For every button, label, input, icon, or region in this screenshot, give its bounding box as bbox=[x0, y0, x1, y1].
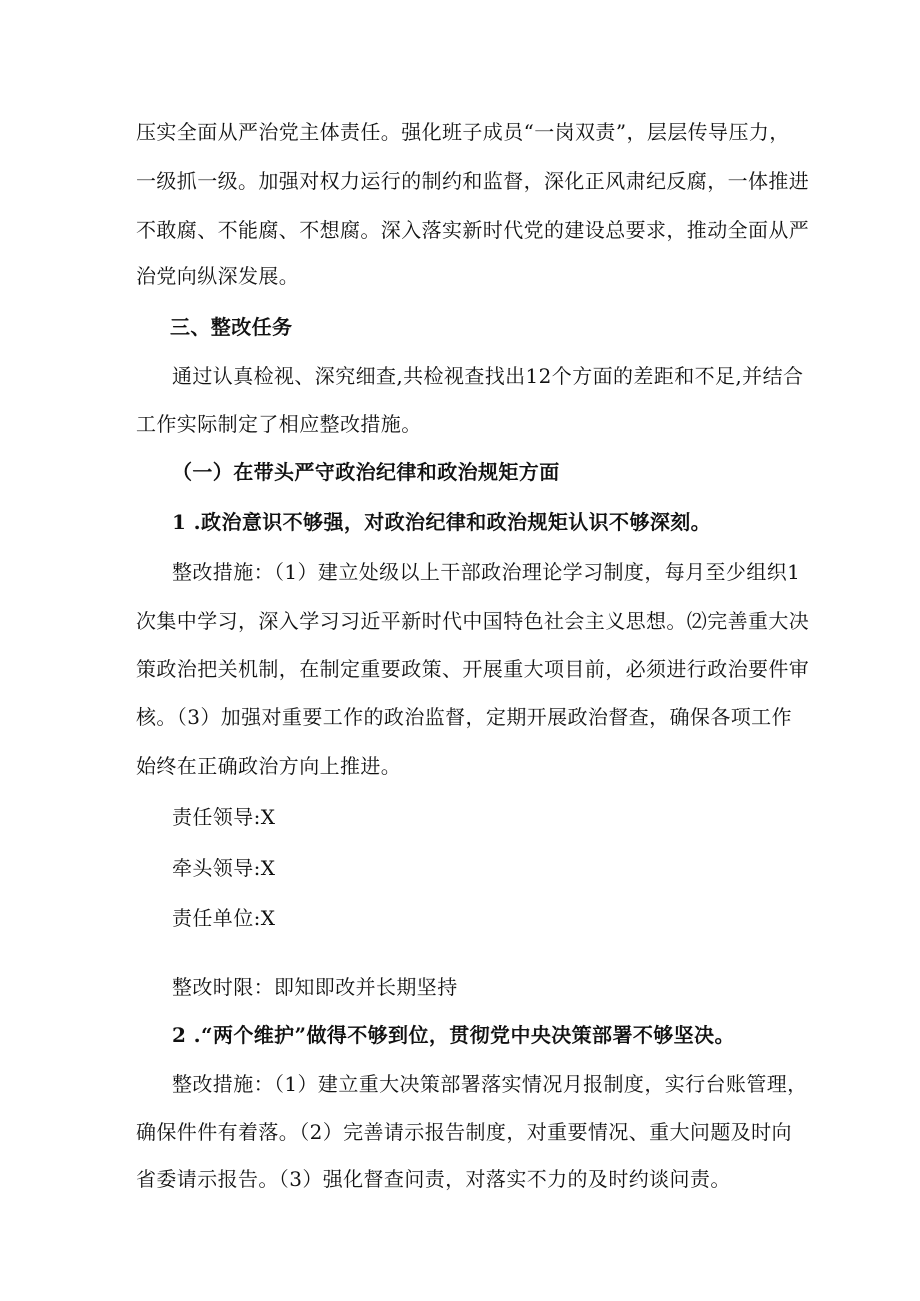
section-intro-line-1: 通过认真检视、深究细查,共检视查找出12个方面的差距和不足,并结合 bbox=[172, 364, 804, 388]
item-1-measure-line-3: 策政治把关机制，在制定重要政策、开展重大项目前，必须进行政治要件审 bbox=[136, 657, 810, 681]
item-2-measure-line-1: 整改措施：（1）建立重大决策部署落实情况月报制度，实行台账管理， bbox=[172, 1072, 808, 1096]
item-2-measure-line-3: 省委请示报告。（3）强化督查问责，对落实不力的及时约谈问责。 bbox=[136, 1167, 731, 1191]
item-1-responsible-leader: 责任领导:X bbox=[172, 805, 276, 829]
item-1-title: 1 .政治意识不够强，对政治纪律和政治规矩认识不够深刻。 bbox=[172, 510, 712, 534]
item-1-lead-leader: 牵头领导:X bbox=[172, 856, 276, 880]
item-2-measure-line-2: 确保件件有着落。（2）完善请示报告制度，对重要情况、重大问题及时向 bbox=[136, 1120, 792, 1144]
item-1-responsible-unit: 责任单位:X bbox=[172, 906, 276, 930]
item-1-measure-line-5: 始终在正确政治方向上推进。 bbox=[136, 754, 402, 778]
section-intro-line-2: 工作实际制定了相应整改措施。 bbox=[136, 412, 422, 436]
intro-line-4: 治党向纵深发展。 bbox=[136, 264, 300, 288]
intro-line-2: 一级抓一级。加强对权力运行的制约和监督，深化正风肃纪反腐，一体推进 bbox=[136, 169, 810, 193]
item-1-deadline: 整改时限：即知即改并长期坚持 bbox=[172, 975, 458, 999]
item-1-measure-line-4: 核。（3）加强对重要工作的政治监督，定期开展政治督查，确保各项工作 bbox=[136, 705, 792, 729]
intro-line-3: 不敢腐、不能腐、不想腐。深入落实新时代党的建设总要求，推动全面从严 bbox=[136, 218, 810, 242]
subsection-heading: （一）在带头严守政治纪律和政治规矩方面 bbox=[172, 460, 560, 484]
section-heading: 三、整改任务 bbox=[170, 315, 293, 339]
item-1-measure-line-1: 整改措施：（1）建立处级以上干部政治理论学习制度，每月至少组织1 bbox=[172, 560, 801, 584]
intro-line-1: 压实全面从严治党主体责任。强化班子成员“一岗双责”，层层传导压力， bbox=[136, 120, 790, 144]
item-2-title: 2 .“两个维护”做得不够到位，贯彻党中央决策部署不够坚决。 bbox=[172, 1023, 735, 1047]
item-1-measure-line-2: 次集中学习，深入学习习近平新时代中国特色社会主义思想。⑵完善重大决 bbox=[136, 609, 810, 633]
